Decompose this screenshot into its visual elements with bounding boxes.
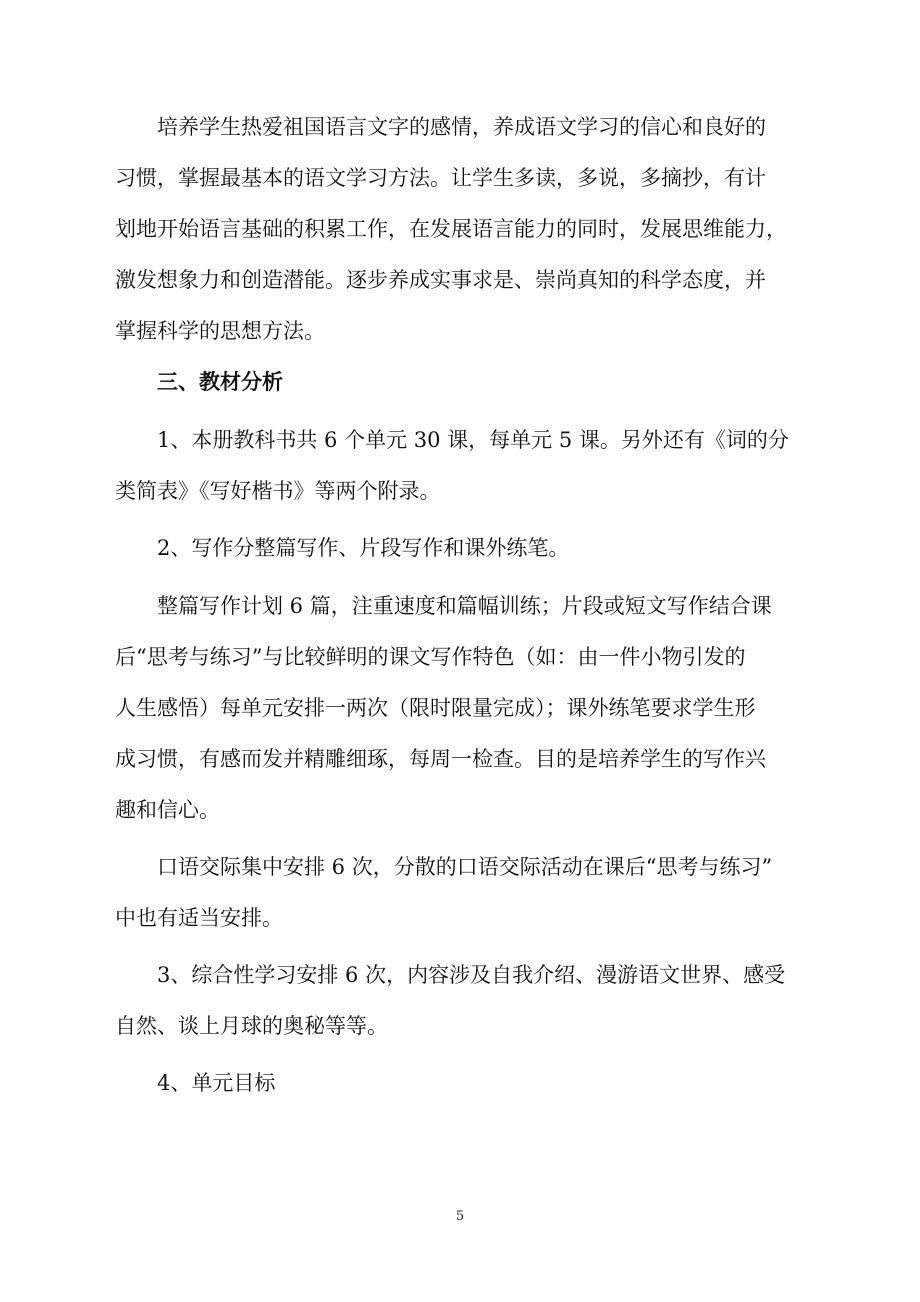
paragraph-line: 类简表》《写好楷书》等两个附录。 — [115, 479, 441, 503]
paragraph-line: 口语交际集中安排 6 次，分散的口语交际活动在课后“思考与练习” — [157, 855, 773, 879]
paragraph-line: 培养学生热爱祖国语言文字的感情，养成语文学习的信心和良好的 — [157, 115, 766, 139]
paragraph-line: 自然、谈上月球的奥秘等等。 — [115, 1014, 388, 1038]
paragraph-line: 3、综合性学习安排 6 次，内容涉及自我介绍、漫游语文世界、感受 — [157, 963, 786, 987]
paragraph-line: 1、本册教科书共 6 个单元 30 课，每单元 5 课。另外还有《词的分 — [157, 428, 789, 452]
paragraph-line: 掌握科学的思想方法。 — [115, 319, 325, 343]
section-heading: 三、教材分析 — [157, 369, 283, 394]
paragraph-line: 趣和信心。 — [115, 798, 220, 822]
paragraph-line: 成习惯，有感而发并精雕细琢，每周一检查。目的是培养学生的写作兴 — [115, 747, 766, 771]
page-number: 5 — [455, 1209, 465, 1224]
paragraph-line: 划地开始语言基础的积累工作，在发展语言能力的同时，发展思维能力， — [115, 217, 787, 241]
paragraph-line: 整篇写作计划 6 篇，注重速度和篇幅训练；片段或短文写作结合课 — [157, 594, 772, 618]
paragraph-line: 激发想象力和创造潜能。逐步养成实事求是、崇尚真知的科学态度，并 — [115, 268, 766, 292]
paragraph-line: 习惯，掌握最基本的语文学习方法。让学生多读，多说，多摘抄，有计 — [115, 166, 766, 190]
paragraph-line: 2、写作分整篇写作、片段写作和课外练笔。 — [157, 536, 570, 560]
paragraph-line: 中也有适当安排。 — [115, 906, 283, 930]
paragraph-line: 人生感悟）每单元安排一两次（限时限量完成）；课外练笔要求学生形 — [115, 696, 756, 720]
paragraph-line: 4、单元目标 — [157, 1071, 276, 1095]
paragraph-line: 后“思考与练习”与比较鲜明的课文写作特色（如：由一件小物引发的 — [115, 645, 746, 669]
